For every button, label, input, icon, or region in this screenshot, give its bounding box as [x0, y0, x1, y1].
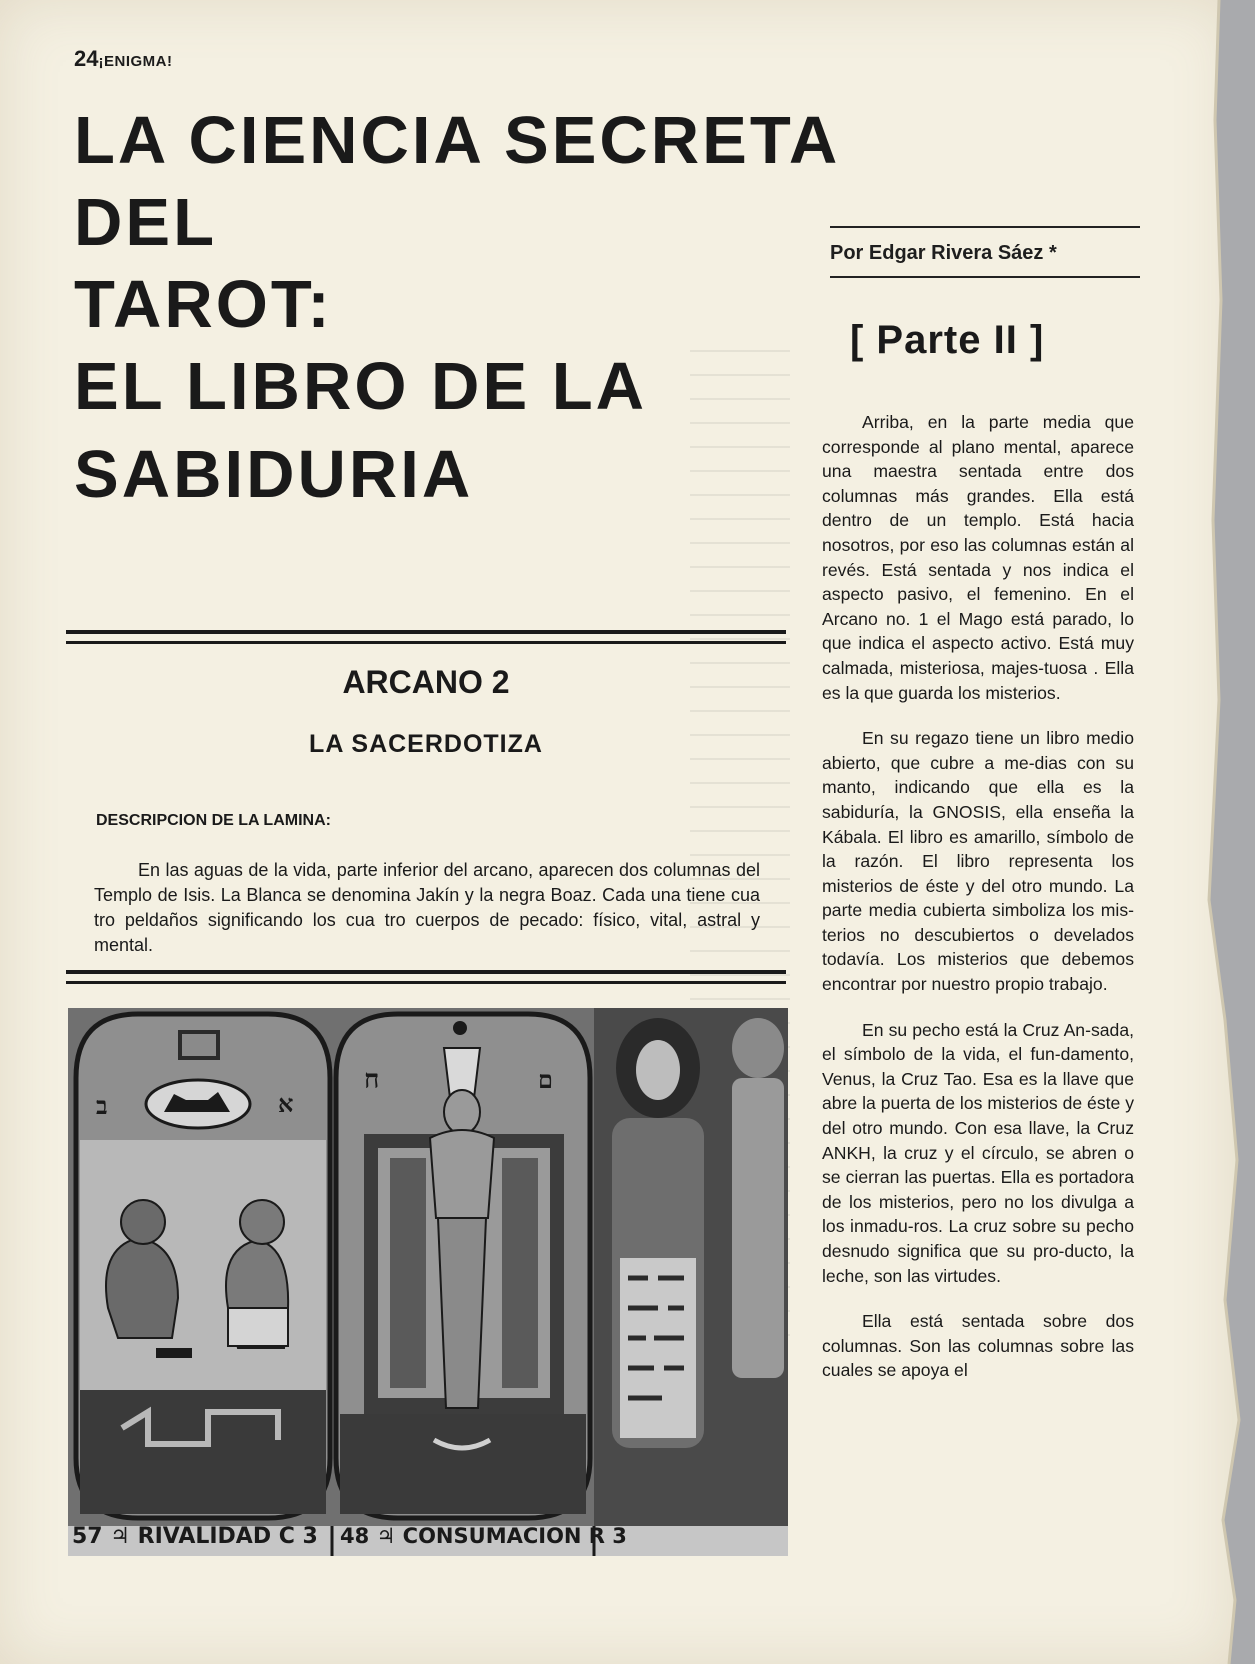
- byline-rule-top: [830, 226, 1140, 228]
- title-line: SABIDURIA: [74, 437, 474, 512]
- description-text: En las aguas de la vida, parte inferior del arcano, aparecen dos columnas del Templo de Isis. La Blanca se denomina Jakín y la negra Boaz. Cada una tiene cua tro peldaños significando los cua tro cuerpos de pecado: físico, vital, astral y mental.: [94, 860, 760, 955]
- right-column: [822, 410, 1134, 1404]
- title-line: LA CIENCIA SECRETA: [74, 103, 841, 178]
- section-rule-top: [66, 630, 786, 644]
- sarcophagi-photo: [594, 1008, 788, 1556]
- paragraph: En su pecho está la Cruz An-sada, el símbolo de la vida, el fun-damento, Venus, la Cruz Tao. Esa es la llave que abre la puerta de los misterios de éste y del otro mundo. Con esa llave, la Cruz ANKH, la cruz y el círculo, se abren o se cierran las puertas. Ella es portadora de los misterios, pero no los divulga a los inmadu-ros. La cruz sobre su pecho desnudo significa que su pro-ducto, la leche, son las virtudes.: [822, 1019, 1134, 1286]
- section-subheading: LA SACERDOTIZA: [309, 730, 543, 758]
- card1-left-letter: ב: [96, 1091, 108, 1120]
- card2-caption: 48 ♃ CONSUMACION R 3: [340, 1524, 627, 1548]
- paragraph: Ella está sentada sobre dos columnas. Son las columnas sobre las cuales se apoya el: [822, 1311, 1134, 1381]
- section-heading: ARCANO 2: [342, 664, 510, 700]
- card1-right-letter: א: [278, 1089, 294, 1118]
- part-label: [ Parte II ]: [850, 318, 1045, 362]
- paragraph: Arriba, en la parte media que corresponde al plano mental, aparece una maestra sentada entre dos columnas más grandes. Ella está dentro de un templo. Está hacia nosotros, por eso las columnas están al revés. Está sentada y nos indica el aspecto pasivo, el femenino. En el Arcano no. 1 el Mago está parado, lo que indica el aspecto activo. Está muy calmada, misteriosa, majes-tuosa . Ella es la que guarda los misterios.: [822, 412, 1134, 703]
- title-line: DEL: [74, 185, 217, 260]
- card-rivalidad: [76, 1014, 330, 1518]
- magazine-name: ¡ENIGMA!: [98, 53, 173, 70]
- tarot-illustration: [68, 1008, 788, 1556]
- page-header: [74, 46, 172, 72]
- byline-rule-bottom: [830, 276, 1140, 278]
- tarot-cards-image: [68, 1008, 788, 1556]
- section-rule-bottom: [66, 970, 786, 984]
- title-line: EL LIBRO DE LA: [74, 349, 648, 424]
- card1-caption: 57 ♃ RIVALIDAD C 3: [72, 1524, 318, 1549]
- torn-page-edge: [1195, 0, 1255, 1664]
- description-heading: DESCRIPCION DE LA LAMINA:: [96, 812, 331, 829]
- card2-left-letter: ח: [364, 1065, 380, 1095]
- card2-right-letter: ם: [538, 1065, 553, 1094]
- card-consumacion: [336, 1014, 590, 1518]
- paragraph: En su regazo tiene un libro medio abierto, que cubre a me-dias con su manto, indicando que ella es la sabiduría, la GNOSIS, ella enseña la Kábala. El libro es amarillo, símbolo de la razón. El libro representa los misterios de éste y del otro mundo. La parte media cubierta simboliza los mis-terios no descubiertos o develados todavía. Los misterios que debemos encontrar por nuestro propio trabajo.: [822, 728, 1134, 995]
- author-byline: Por Edgar Rivera Sáez *: [830, 242, 1057, 264]
- page-number: 24: [74, 46, 99, 71]
- title-line: TAROT:: [74, 267, 333, 342]
